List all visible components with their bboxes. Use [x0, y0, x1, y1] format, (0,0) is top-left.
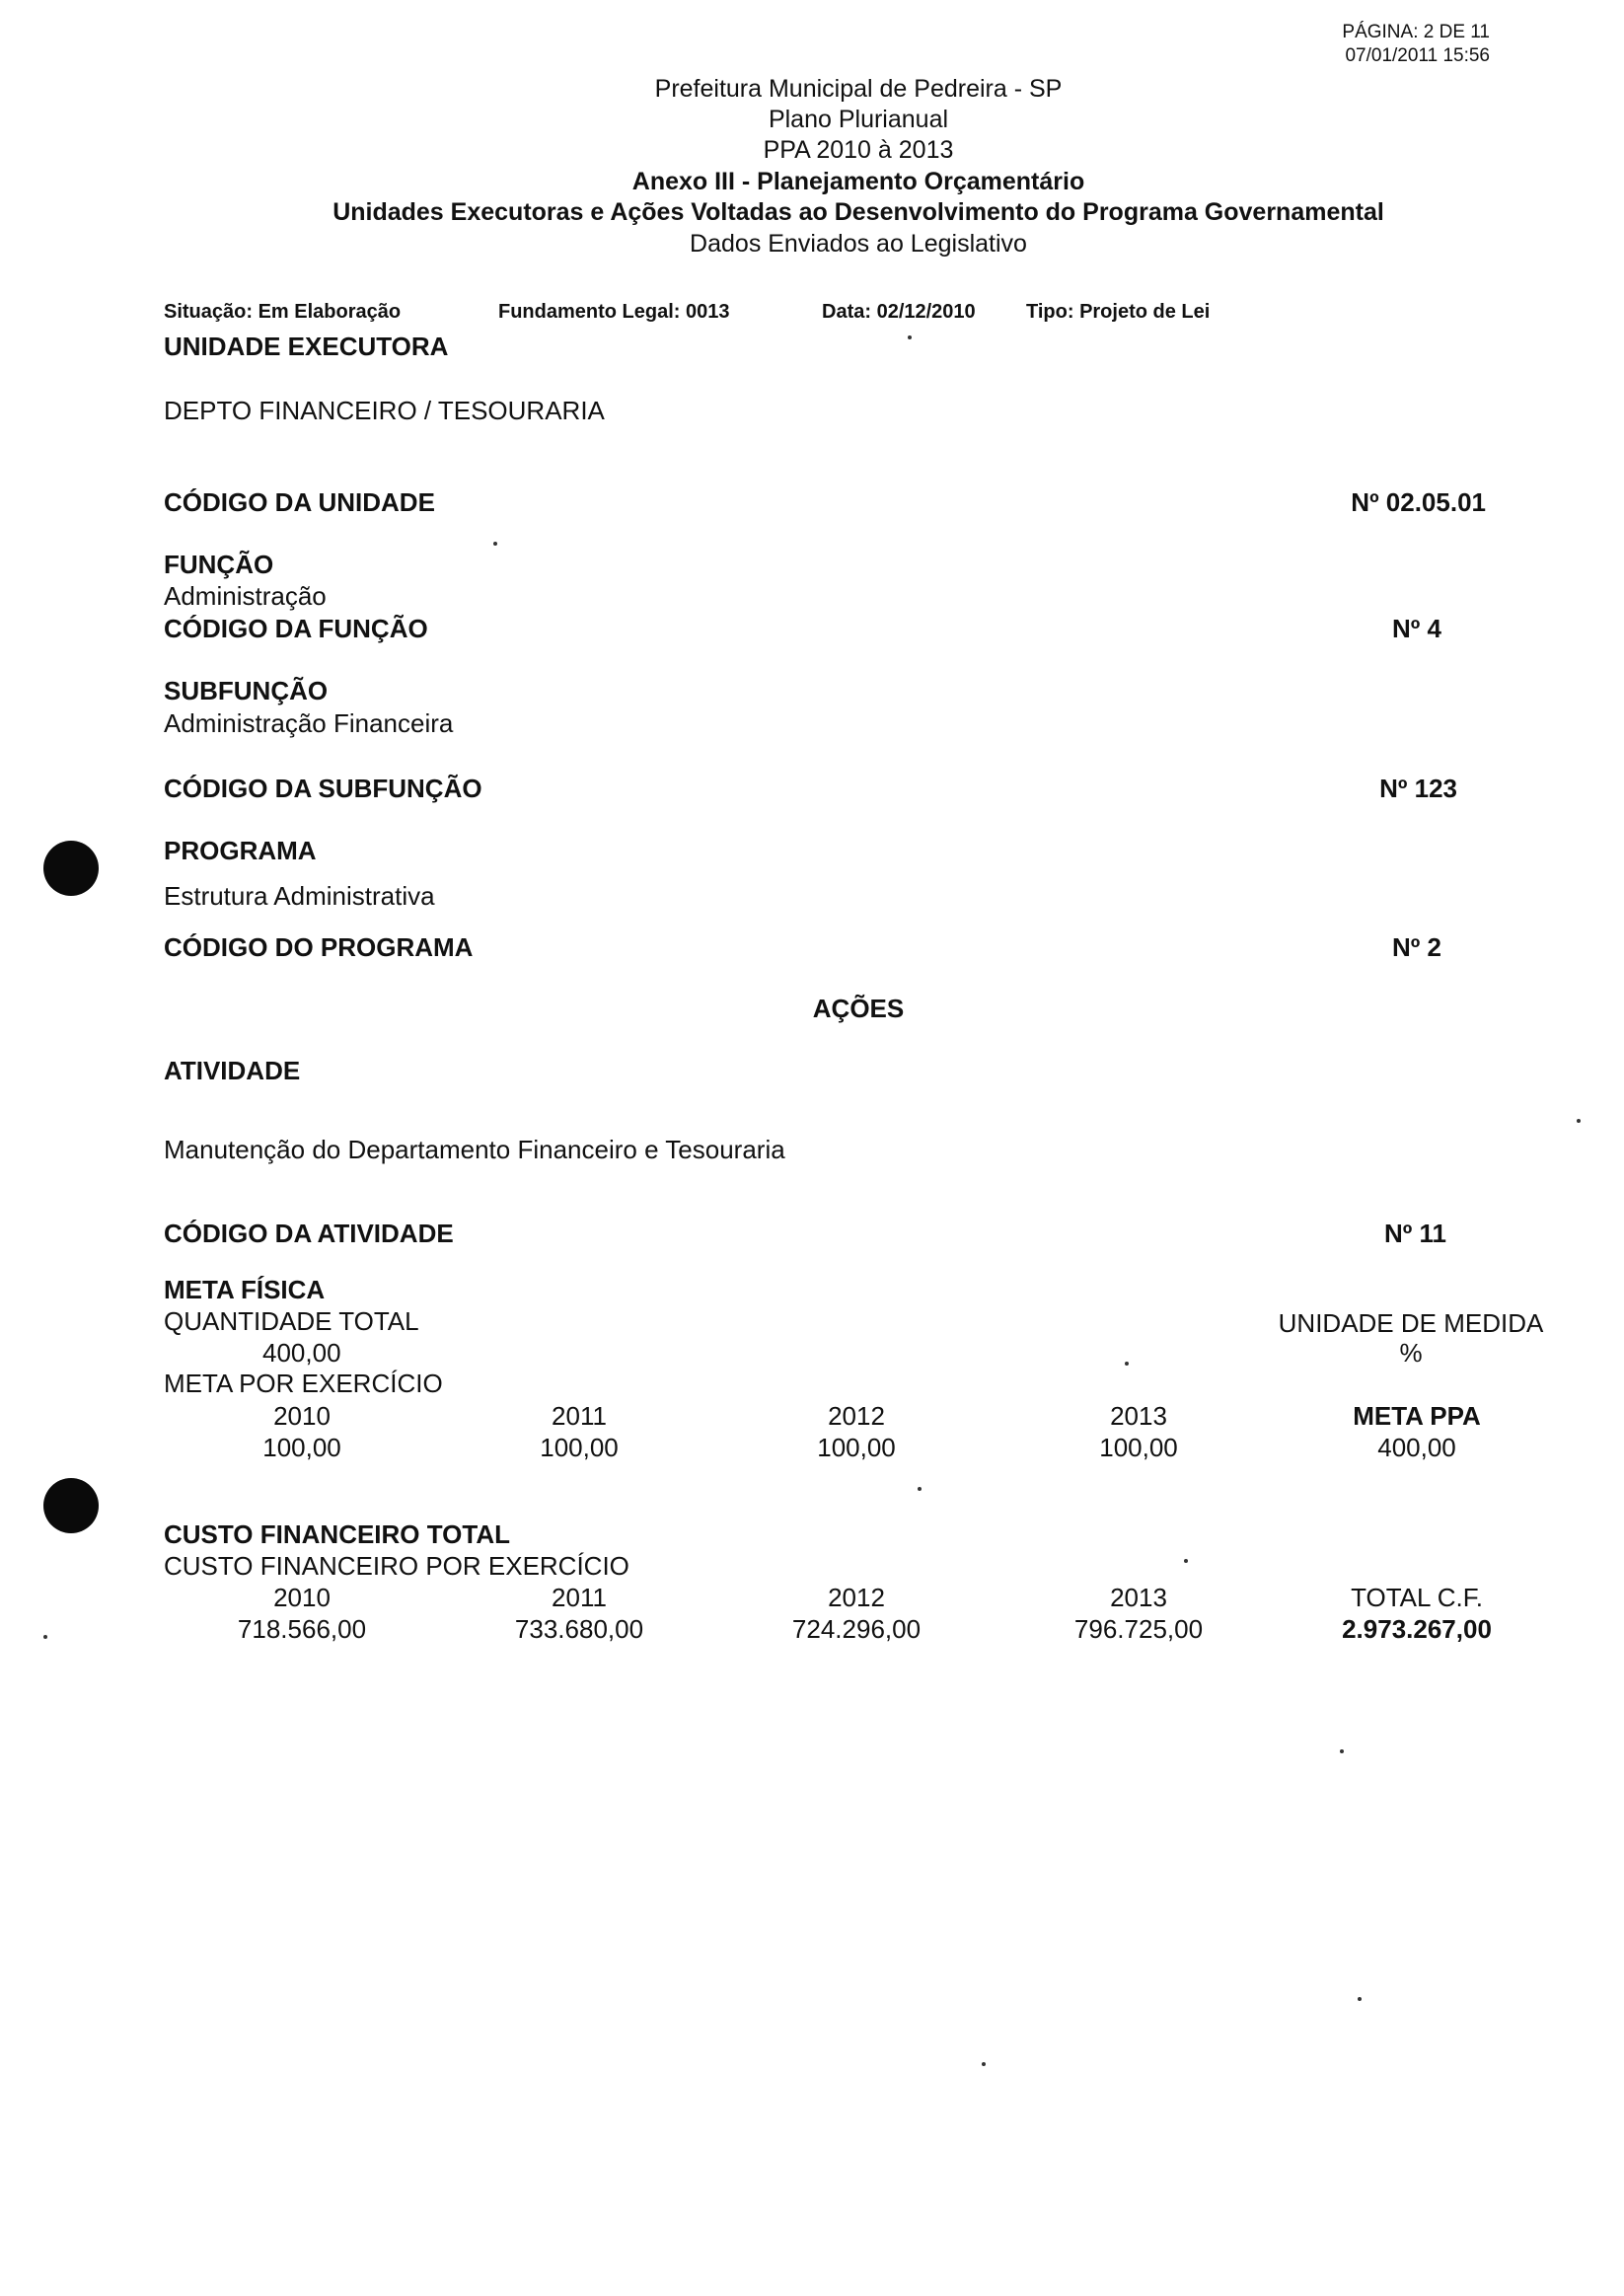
meta-value-2013: 100,00 — [1099, 1433, 1178, 1462]
header-status: Dados Enviados ao Legislativo — [690, 230, 1027, 258]
unidade-medida-label: UNIDADE DE MEDIDA — [1278, 1308, 1544, 1338]
meta-value-2010: 100,00 — [262, 1433, 341, 1462]
header-municipality: Prefeitura Municipal de Pedreira - SP — [654, 75, 1063, 103]
meta-value-2011: 100,00 — [540, 1433, 619, 1462]
meta-year-2012: 2012 — [828, 1401, 885, 1431]
codigo-atividade-value: Nº 11 — [1384, 1219, 1446, 1248]
scan-speck — [493, 542, 497, 546]
atividade-value: Manutenção do Departamento Financeiro e Tesouraria — [164, 1135, 785, 1164]
page-number: PÁGINA: 2 DE 11 — [1342, 22, 1490, 42]
scan-speck — [43, 1635, 47, 1639]
scan-speck — [1125, 1362, 1129, 1366]
codigo-unidade-value: Nº 02.05.01 — [1351, 487, 1486, 517]
subfuncao-value: Administração Financeira — [164, 708, 454, 738]
atividade-label: ATIVIDADE — [164, 1056, 301, 1085]
meta-year-2010: 2010 — [273, 1401, 331, 1431]
acoes-title: AÇÕES — [812, 994, 905, 1023]
codigo-funcao-value: Nº 4 — [1392, 614, 1441, 643]
tipo: Tipo: Projeto de Lei — [1026, 301, 1211, 323]
meta-value-2012: 100,00 — [817, 1433, 896, 1462]
custo-year-2010: 2010 — [273, 1583, 331, 1612]
scan-speck — [1358, 1997, 1362, 2001]
print-timestamp: 07/01/2011 15:56 — [1345, 45, 1490, 66]
unidade-executora-value: DEPTO FINANCEIRO / TESOURARIA — [164, 396, 605, 425]
scan-speck — [1184, 1559, 1188, 1563]
header-annex: Anexo III - Planejamento Orçamentário — [631, 168, 1085, 195]
codigo-atividade-label: CÓDIGO DA ATIVIDADE — [164, 1219, 454, 1248]
total-cf-value: 2.973.267,00 — [1342, 1614, 1492, 1644]
codigo-unidade-label: CÓDIGO DA UNIDADE — [164, 487, 435, 517]
header-period: PPA 2010 à 2013 — [763, 136, 954, 164]
codigo-programa-label: CÓDIGO DO PROGRAMA — [164, 932, 474, 962]
meta-year-2013: 2013 — [1110, 1401, 1167, 1431]
scan-speck — [1577, 1119, 1581, 1123]
unidade-medida-value: % — [1399, 1338, 1423, 1368]
funcao-value: Administração — [164, 581, 327, 611]
custo-financeiro-total-label: CUSTO FINANCEIRO TOTAL — [164, 1519, 510, 1549]
codigo-funcao-label: CÓDIGO DA FUNÇÃO — [164, 614, 428, 643]
punch-hole-top — [43, 841, 99, 896]
custo-por-exercicio-label: CUSTO FINANCEIRO POR EXERCÍCIO — [164, 1551, 629, 1581]
custo-value-2012: 724.296,00 — [791, 1614, 922, 1644]
scan-speck — [908, 335, 912, 339]
quantidade-total-value: 400,00 — [262, 1338, 341, 1368]
situacao: Situação: Em Elaboração — [164, 301, 402, 323]
codigo-subfuncao-value: Nº 123 — [1379, 774, 1457, 803]
data: Data: 02/12/2010 — [822, 301, 976, 323]
subfuncao-label: SUBFUNÇÃO — [164, 676, 329, 705]
fundamento-legal: Fundamento Legal: 0013 — [498, 301, 730, 323]
meta-year-2011: 2011 — [552, 1401, 607, 1431]
programa-value: Estrutura Administrativa — [164, 881, 435, 911]
custo-value-2011: 733.680,00 — [514, 1614, 644, 1644]
codigo-programa-value: Nº 2 — [1392, 932, 1441, 962]
unidade-executora-label: UNIDADE EXECUTORA — [164, 332, 449, 361]
custo-year-2011: 2011 — [552, 1583, 607, 1612]
custo-year-2013: 2013 — [1110, 1583, 1167, 1612]
meta-ppa-value: 400,00 — [1377, 1433, 1456, 1462]
quantidade-total-label: QUANTIDADE TOTAL — [164, 1306, 419, 1336]
header-subtitle: Unidades Executoras e Ações Voltadas ao Desenvolvimento do Programa Governamental — [332, 198, 1384, 226]
scan-speck — [918, 1487, 922, 1491]
meta-por-exercicio-label: META POR EXERCÍCIO — [164, 1369, 443, 1398]
custo-year-2012: 2012 — [828, 1583, 885, 1612]
meta-fisica-label: META FÍSICA — [164, 1275, 326, 1304]
total-cf-label: TOTAL C.F. — [1351, 1583, 1483, 1612]
funcao-label: FUNÇÃO — [164, 550, 274, 579]
programa-label: PROGRAMA — [164, 836, 317, 865]
scan-speck — [1340, 1749, 1344, 1753]
header-plan: Plano Plurianual — [768, 106, 949, 133]
custo-value-2010: 718.566,00 — [237, 1614, 367, 1644]
punch-hole-bottom — [43, 1478, 99, 1533]
scan-speck — [982, 2062, 986, 2066]
custo-value-2013: 796.725,00 — [1073, 1614, 1204, 1644]
codigo-subfuncao-label: CÓDIGO DA SUBFUNÇÃO — [164, 774, 482, 803]
meta-ppa-label: META PPA — [1353, 1401, 1481, 1431]
